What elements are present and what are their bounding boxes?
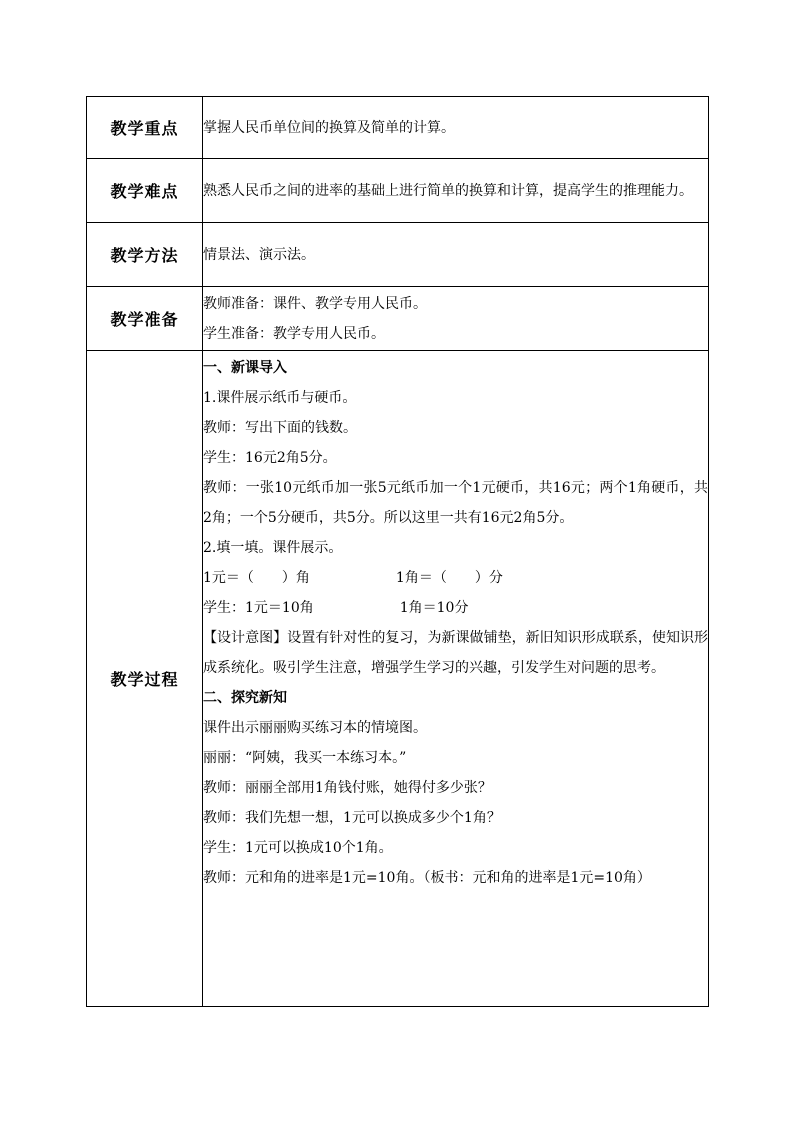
answer-row xyxy=(203,593,708,623)
content-preparation xyxy=(203,287,709,351)
fill-blank-yuan: 1元＝（ ）角 xyxy=(203,570,310,586)
fill-blank-row xyxy=(203,563,708,593)
process-line: 丽丽：“阿姨，我买一本练习本。” xyxy=(203,750,407,766)
label-preparation: 教学准备 xyxy=(87,287,203,351)
section-2-title: 二、探究新知 xyxy=(203,690,287,706)
label-process: 教学过程 xyxy=(87,351,203,1007)
lesson-plan-table xyxy=(86,96,709,1007)
answer-jiao: 1角＝10分 xyxy=(399,600,469,616)
process-line: 2.填一填。课件展示。 xyxy=(203,540,343,556)
row-preparation xyxy=(87,287,709,351)
design-intent-paragraph: 【设计意图】设置有针对性的复习，为新课做铺垫，新旧知识形成联系，使知识形成系统化。吸引学生注意，增强学生学习的兴趣，引发学生对问题的思考。 xyxy=(203,630,708,676)
process-paragraph: 教师：元和角的进率是1元=10角。（板书：元和角的进率是1元=10角） xyxy=(203,870,651,886)
process-line: 学生：1元可以换成10个1角。 xyxy=(203,840,393,856)
process-paragraph: 教师：一张10元纸币加一张5元纸币加一个1元硬币，共16元；两个1角硬币，共2角；一个5分硬币，共5分。所以这里一共有16元2角5分。 xyxy=(203,480,708,526)
process-line: 1.课件展示纸币与硬币。 xyxy=(203,390,357,406)
process-line: 学生：16元2角5分。 xyxy=(203,450,337,466)
content-process xyxy=(203,351,709,1007)
row-methods xyxy=(87,223,709,287)
process-line: 教师：丽丽全部用1角钱付账，她得付多少张？ xyxy=(203,780,492,796)
process-line: 教师：我们先想一想，1元可以换成多少个1角？ xyxy=(203,810,501,826)
difficulties-text: 熟悉人民币之间的进率的基础上进行简单的换算和计算，提高学生的推理能力。 xyxy=(203,182,693,199)
content-key-points xyxy=(203,97,709,159)
content-difficulties xyxy=(203,159,709,223)
methods-text: 情景法、演示法。 xyxy=(203,246,315,263)
label-methods: 教学方法 xyxy=(87,223,203,287)
section-1-title: 一、新课导入 xyxy=(203,360,287,376)
row-difficulties xyxy=(87,159,709,223)
label-key-points: 教学重点 xyxy=(87,97,203,159)
content-methods xyxy=(203,223,709,287)
key-points-text: 掌握人民币单位间的换算及简单的计算。 xyxy=(203,119,455,136)
answer-yuan: 学生：1元＝10角 xyxy=(203,600,314,616)
fill-blank-jiao: 1角＝（ ）分 xyxy=(395,570,503,586)
row-process xyxy=(87,351,709,1007)
process-line: 课件出示丽丽购买练习本的情境图。 xyxy=(203,720,427,736)
student-preparation: 学生准备：教学专用人民币。 xyxy=(203,325,385,342)
process-line: 教师：写出下面的钱数。 xyxy=(203,420,357,436)
row-key-points xyxy=(87,97,709,159)
teacher-preparation: 教师准备：课件、教学专用人民币。 xyxy=(203,295,427,312)
label-difficulties: 教学难点 xyxy=(87,159,203,223)
